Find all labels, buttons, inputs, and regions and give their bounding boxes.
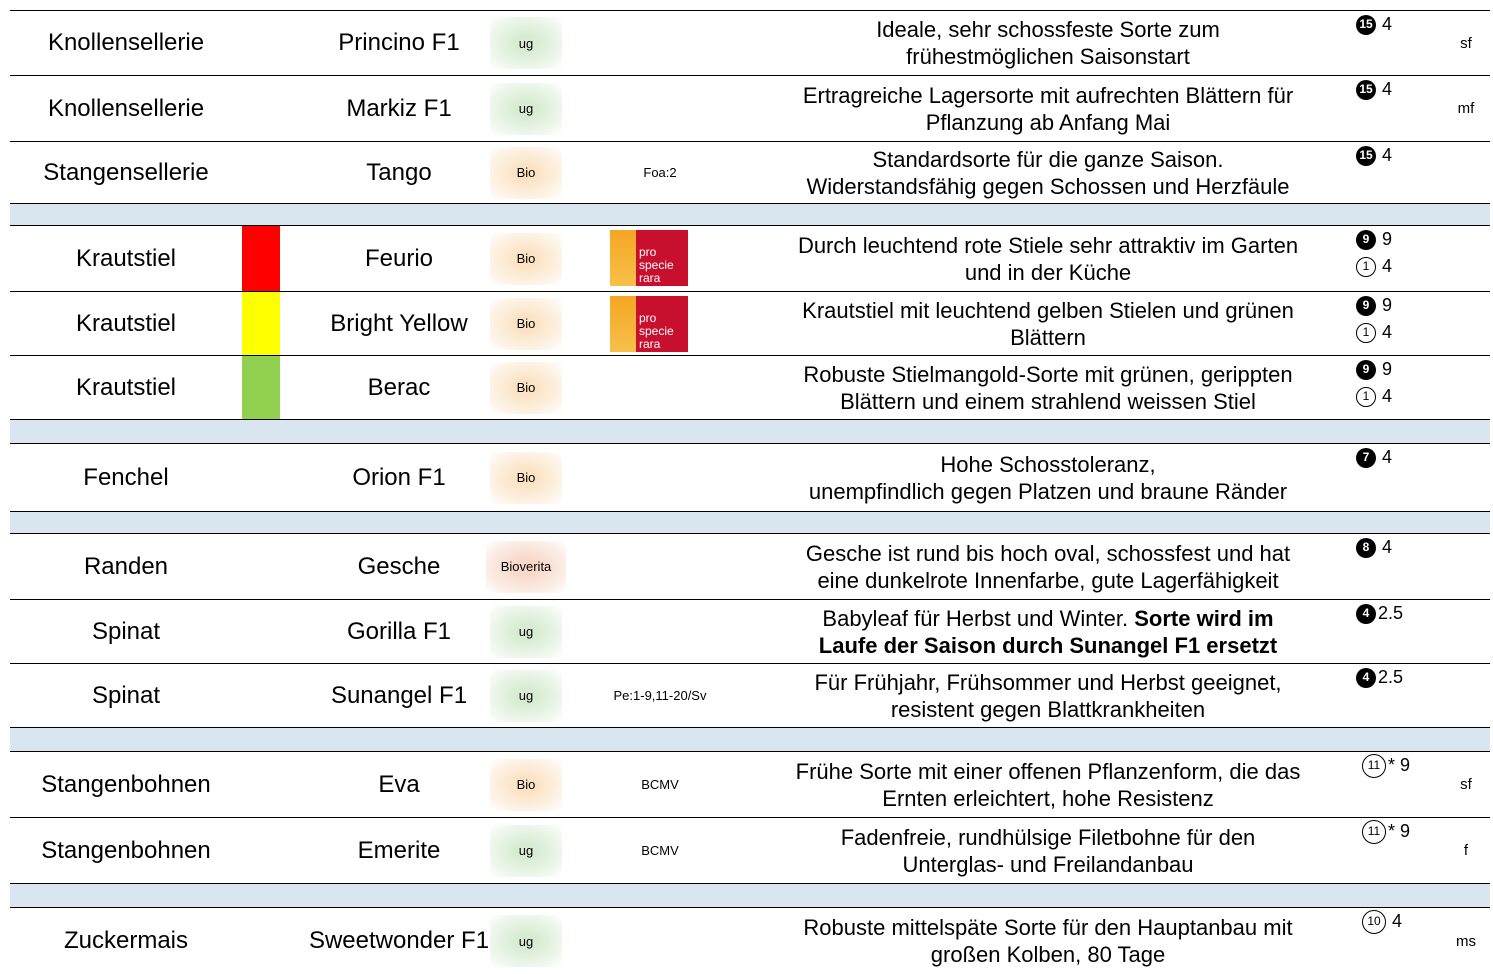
sowing-info: 7 4 xyxy=(1356,444,1446,511)
table-row xyxy=(10,10,1490,76)
code: ms xyxy=(1456,932,1476,950)
month-ring-icon: 1 xyxy=(1356,323,1376,343)
variety-name: Eva xyxy=(378,770,420,798)
color-swatch xyxy=(242,226,280,291)
table-row xyxy=(10,292,1490,356)
month-badge-icon: 9 xyxy=(1356,360,1376,380)
description: Robuste Stielmangold-Sorte mit grünen, gerippten Blättern und einem strahlend weissen Stiel xyxy=(803,361,1293,414)
sowing-info: 9 9 1 4 xyxy=(1356,226,1446,291)
crop-name: Zuckermais xyxy=(63,927,189,954)
crop-name: Stangenbohnen xyxy=(41,770,211,798)
crop-name: Randen xyxy=(83,552,169,580)
label-ug: ug xyxy=(490,606,562,658)
resistance: Pe:1-9,11-20/Sv xyxy=(613,688,707,703)
table-row xyxy=(10,534,1490,600)
month-ring-icon: 10 xyxy=(1362,910,1386,934)
label-ug: ug xyxy=(490,915,562,967)
table-row xyxy=(10,142,1490,204)
table-row xyxy=(10,752,1490,818)
description: Krautstiel mit leuchtend gelben Stielen und grünen Blättern xyxy=(802,297,1294,350)
resistance: BCMV xyxy=(641,843,679,858)
label-bio: Bio xyxy=(490,759,562,811)
table-row xyxy=(10,76,1490,142)
month-badge-icon: 15 xyxy=(1356,15,1376,35)
table-row xyxy=(10,226,1490,292)
label-ug: ug xyxy=(490,670,562,722)
crop-name: Spinat xyxy=(91,617,161,645)
label-bioverita: Bioverita xyxy=(486,541,566,593)
description: Hohe Schosstoleranz, unempfindlich gegen Platzen und braune Ränder xyxy=(808,451,1288,504)
crop-name: Krautstiel xyxy=(75,244,177,272)
month-badge-icon: 4 xyxy=(1356,668,1376,688)
sowing-info: 11 * 9 xyxy=(1362,818,1452,883)
crop-name: Spinat xyxy=(91,681,161,709)
sowing-info: 9 9 1 4 xyxy=(1356,292,1446,355)
month-badge-icon: 7 xyxy=(1356,448,1376,468)
crop-name: Stangensellerie xyxy=(43,158,209,186)
color-swatch xyxy=(242,292,280,355)
color-swatch xyxy=(242,356,280,419)
code: sf xyxy=(1460,34,1472,52)
month-badge-icon: 8 xyxy=(1356,538,1376,558)
description: Robuste mittelspäte Sorte für den Hauptanbau mit großen Kolben, 80 Tage xyxy=(803,915,1293,967)
sowing-info: 15 4 xyxy=(1356,76,1446,141)
variety-name: Tango xyxy=(366,158,432,186)
variety-name: Gorilla F1 xyxy=(346,617,452,645)
crop-name: Fenchel xyxy=(83,463,169,491)
table-row xyxy=(10,356,1490,420)
description: Für Frühjahr, Frühsommer und Herbst geeignet, resistent gegen Blattkrankheiten xyxy=(814,669,1282,722)
group-separator xyxy=(10,884,1490,908)
label-bio: Bio xyxy=(490,452,562,504)
group-separator xyxy=(10,420,1490,444)
label-ug: ug xyxy=(490,17,562,69)
table-row xyxy=(10,908,1490,974)
crop-name: Krautstiel xyxy=(75,373,177,401)
label-bio: Bio xyxy=(490,233,562,285)
month-badge-icon: 4 xyxy=(1356,604,1376,624)
variety-name: Gesche xyxy=(357,552,441,580)
month-badge-icon: 15 xyxy=(1356,146,1376,166)
label-ug: ug xyxy=(490,825,562,877)
variety-name: Berac xyxy=(367,373,431,401)
description: Gesche ist rund bis hoch oval, schossfest und hat eine dunkelrote Innenfarbe, gute Lagerfähigkeit xyxy=(805,540,1291,593)
sowing-info: 4 2.5 xyxy=(1356,600,1446,663)
month-ring-icon: 1 xyxy=(1356,387,1376,407)
variety-name: Bright Yellow xyxy=(330,309,468,337)
sowing-info: 11 * 9 xyxy=(1362,752,1452,817)
sowing-info: 15 4 xyxy=(1356,142,1446,203)
crop-name: Knollensellerie xyxy=(47,94,205,122)
table-row xyxy=(10,600,1490,664)
crop-name: Krautstiel xyxy=(75,309,177,337)
variety-name: Feurio xyxy=(364,244,434,272)
sowing-info: 15 4 xyxy=(1356,11,1446,75)
label-bio: Bio xyxy=(490,298,562,350)
description: Ideale, sehr schossfeste Sorte zum frühestmöglichen Saisonstart xyxy=(876,17,1220,69)
variety-name: Orion F1 xyxy=(352,463,446,491)
variety-name: Markiz F1 xyxy=(346,94,452,122)
sowing-info: 4 2.5 xyxy=(1356,664,1446,727)
table-row xyxy=(10,818,1490,884)
description: Fadenfreie, rundhülsige Filetbohne für den Unterglas- und Freilandanbau xyxy=(840,824,1256,877)
code: f xyxy=(1463,842,1469,859)
description: Ertragreiche Lagersorte mit aufrechten Blättern für Pflanzung ab Anfang Mai xyxy=(802,82,1294,135)
sowing-info: 10 4 xyxy=(1362,908,1452,974)
month-badge-icon: 15 xyxy=(1356,80,1376,100)
month-ring-icon: 11 xyxy=(1362,820,1386,844)
table-row xyxy=(10,664,1490,728)
crop-name: Stangenbohnen xyxy=(41,836,211,864)
description: Durch leuchtend rote Stiele sehr attraktiv im Garten und in der Küche xyxy=(797,232,1299,285)
label-ug: ug xyxy=(490,83,562,135)
description: Standardsorte für die ganze Saison. Widerstandsfähig gegen Schossen und Herzfäule xyxy=(806,146,1290,199)
group-separator xyxy=(10,512,1490,534)
description: Babyleaf für Herbst und Winter. Sorte wird im Laufe der Saison durch Sunangel F1 ersetzt xyxy=(818,605,1278,658)
description: Frühe Sorte mit einer offenen Pflanzenform, die das Ernten erleichtert, hohe Resistenz xyxy=(795,758,1301,811)
crop-name: Knollensellerie xyxy=(47,29,205,56)
pro-specie-rara-logo: pro specie rara xyxy=(610,296,688,352)
group-separator xyxy=(10,204,1490,226)
month-badge-icon: 9 xyxy=(1356,230,1376,250)
pro-specie-rara-logo: pro specie rara xyxy=(610,230,688,286)
resistance: BCMV xyxy=(641,777,679,792)
code: mf xyxy=(1457,100,1475,117)
group-separator xyxy=(10,728,1490,752)
label-bio: Bio xyxy=(490,362,562,414)
resistance: Foa:2 xyxy=(643,165,677,180)
table-row xyxy=(10,444,1490,512)
month-badge-icon: 9 xyxy=(1356,296,1376,316)
variety-name: Sunangel F1 xyxy=(330,681,468,709)
code: sf xyxy=(1460,776,1472,793)
variety-name: Emerite xyxy=(357,836,441,864)
sowing-info: 9 9 1 4 xyxy=(1356,356,1446,419)
variety-name: Sweetwonder F1 xyxy=(308,927,490,954)
variety-name: Princino F1 xyxy=(338,29,460,56)
month-ring-icon: 1 xyxy=(1356,257,1376,277)
month-ring-icon: 11 xyxy=(1362,754,1386,778)
sowing-info: 8 4 xyxy=(1356,534,1446,599)
label-bio: Bio xyxy=(490,147,562,199)
